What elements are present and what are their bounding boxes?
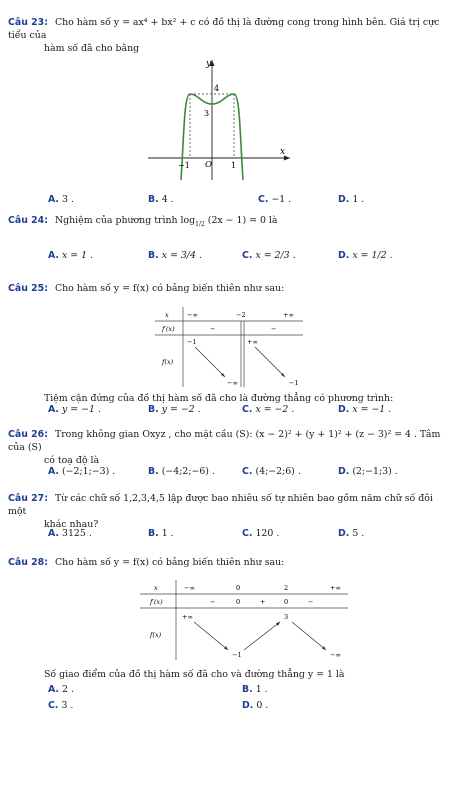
- question-number: Câu 23:: [8, 17, 48, 28]
- question-26: [8, 428, 444, 467]
- question-text-cont: khác nhau?: [44, 519, 99, 530]
- question-27: [8, 492, 444, 531]
- question-number: Câu 28:: [8, 557, 48, 568]
- option-a[interactable]: A. y = −1 .: [48, 404, 101, 415]
- x-val-2: +∞: [283, 311, 294, 319]
- f-bottom-right: −∞: [330, 651, 341, 659]
- f-right-top: +∞: [247, 338, 258, 346]
- question-text: Cho hàm số y = ax⁴ + bx² + c có đồ thị là đường cong trong hình bên. Giá trị cực tiểu của: [8, 17, 440, 41]
- f-top-mid: 3: [284, 613, 289, 621]
- option-d[interactable]: D. x = 1/2 .: [338, 250, 393, 261]
- option-b[interactable]: B. (−4;2;−6) .: [148, 466, 215, 477]
- arrow-down-icon: [292, 622, 326, 650]
- option-b[interactable]: B. x = 3/4 .: [148, 250, 202, 261]
- fp-1: 0: [236, 598, 241, 606]
- variation-table-q28: [140, 580, 350, 662]
- f-right-bottom: −1: [289, 379, 299, 387]
- x-neg-label: −1: [178, 161, 190, 170]
- option-a[interactable]: A. x = 1 .: [48, 250, 94, 261]
- option-c[interactable]: C. 120 .: [242, 528, 280, 539]
- question-text-rest: (2x − 1) = 0 là: [207, 215, 278, 226]
- y-axis-label: y: [206, 59, 212, 69]
- options-q27: [48, 528, 444, 541]
- f-top-left: +∞: [182, 613, 193, 621]
- option-a[interactable]: A. 3 .: [48, 194, 74, 205]
- log-base: 1/2: [195, 220, 205, 228]
- option-d[interactable]: D. x = −1 .: [338, 404, 392, 415]
- question-text-cont: hàm số đã cho bằng: [44, 43, 140, 54]
- question-number: Câu 25:: [8, 283, 48, 294]
- question-text-cont: Số giao điểm của đồ thị hàm số đã cho và đường thẳng y = 1 là: [44, 669, 345, 680]
- question-28: [8, 556, 444, 569]
- options-q28-row2: [48, 700, 444, 713]
- fp-0: −: [210, 598, 216, 606]
- f-left-top: −1: [187, 338, 197, 346]
- sign-1: −: [271, 325, 277, 333]
- f-left-bottom: −∞: [227, 379, 238, 387]
- x-val-0: −∞: [187, 311, 198, 319]
- arrow-up-icon: [244, 622, 280, 650]
- x-pos-label: 1: [231, 161, 237, 170]
- fp-3: 0: [284, 598, 289, 606]
- arrow-down-icon: [194, 622, 228, 650]
- question-text: Từ các chữ số 1,2,3,4,5 lập được bao nhiêu số tự nhiên bao gồm năm chữ số đôi một: [8, 493, 433, 517]
- question-text: Nghiệm của phương trình log: [54, 215, 196, 226]
- question-25: [8, 282, 444, 295]
- x-axis-label: x: [280, 147, 286, 157]
- option-b[interactable]: B. y = −2 .: [148, 404, 201, 415]
- options-q26: [48, 466, 444, 479]
- question-number: Câu 26:: [8, 429, 48, 440]
- arrow-down-icon: [195, 347, 225, 377]
- sign-0: −: [210, 325, 216, 333]
- row-label-x: x: [165, 311, 169, 319]
- options-q25: [48, 404, 444, 417]
- x-val-1: −2: [236, 311, 246, 319]
- x-val-0: −∞: [184, 584, 195, 592]
- option-a[interactable]: A. (−2;1;−3) .: [48, 466, 116, 477]
- question-text: Trong không gian Oxyz , cho mặt cầu (S): (x − 2)² + (y + 1)² + (z − 3)² = 4 . Tâm của (S): [8, 429, 441, 453]
- row-label-fprime: f′(x): [162, 325, 175, 333]
- option-c[interactable]: C. (4;−2;6) .: [242, 466, 301, 477]
- row-label-x: x: [154, 584, 158, 592]
- option-c[interactable]: C. x = −2 .: [242, 404, 295, 415]
- option-c[interactable]: C. −1 .: [258, 194, 292, 205]
- option-d[interactable]: D. 5 .: [338, 528, 365, 539]
- y-max-label: 4: [214, 84, 220, 93]
- row-label-f: f(x): [150, 631, 162, 639]
- fp-2: +: [260, 598, 266, 606]
- question-number: Câu 27:: [8, 493, 48, 504]
- question-28-cont: [8, 668, 444, 681]
- options-q24: [48, 250, 444, 263]
- question-24: [8, 214, 444, 231]
- question-text-cont: có toạ độ là: [44, 455, 100, 466]
- option-b[interactable]: B. 1 .: [148, 528, 174, 539]
- y-min-label: 3: [204, 109, 210, 118]
- f-bottom-mid: −1: [232, 651, 242, 659]
- option-d[interactable]: D. 1 .: [338, 194, 365, 205]
- option-a[interactable]: A. 3125 .: [48, 528, 92, 539]
- question-23: [8, 16, 444, 55]
- option-a[interactable]: A. 2 .: [48, 684, 74, 695]
- row-label-fprime: f′(x): [150, 598, 163, 606]
- x-val-3: +∞: [330, 584, 341, 592]
- variation-table-q25: [155, 307, 305, 389]
- option-d[interactable]: D. 0 .: [242, 700, 269, 711]
- options-q23: [48, 194, 444, 207]
- option-b[interactable]: B. 4 .: [148, 194, 174, 205]
- question-number: Câu 24:: [8, 215, 48, 226]
- arrow-down-icon: [255, 347, 285, 377]
- x-val-1: 0: [236, 584, 241, 592]
- fp-4: −: [308, 598, 314, 606]
- question-text: Cho hàm số y = f(x) có bảng biến thiên như sau:: [54, 557, 285, 568]
- option-d[interactable]: D. (2;−1;3) .: [338, 466, 398, 477]
- x-val-2: 2: [284, 584, 289, 592]
- function-graph: [140, 56, 300, 184]
- question-text: Cho hàm số y = f(x) có bảng biến thiên như sau:: [54, 283, 285, 294]
- row-label-f: f(x): [162, 358, 174, 366]
- question-text-cont: Tiệm cận đứng của đồ thị hàm số đã cho là đường thẳng có phương trình:: [44, 393, 394, 404]
- option-c[interactable]: C. 3 .: [48, 700, 74, 711]
- option-b[interactable]: B. 1 .: [242, 684, 268, 695]
- option-c[interactable]: C. x = 2/3 .: [242, 250, 296, 261]
- origin-label: O: [205, 160, 212, 170]
- options-q28-row1: [48, 684, 444, 697]
